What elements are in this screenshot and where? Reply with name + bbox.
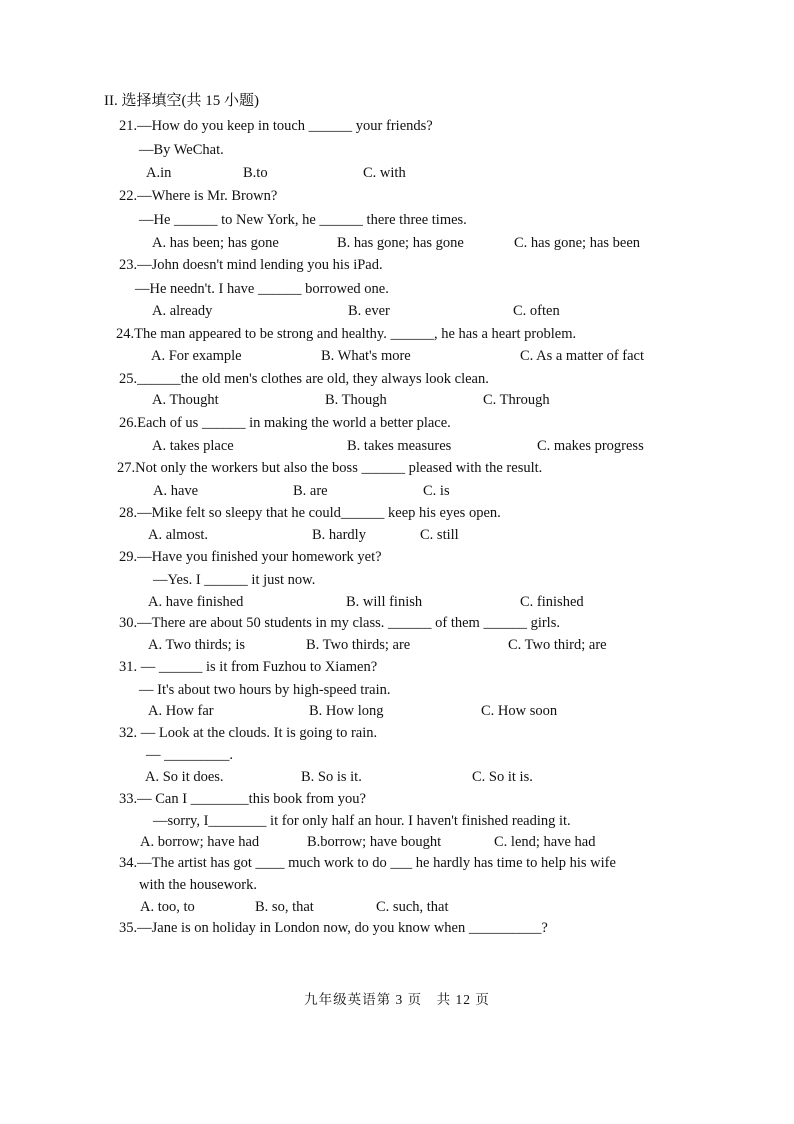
- question-28-option-b[interactable]: B. hardly: [312, 527, 366, 543]
- question-33-option-c[interactable]: C. lend; have had: [494, 834, 596, 850]
- page-footer: 九年级英语第 3 页 共 12 页: [304, 992, 490, 1007]
- question-34-stem: 34.—The artist has got ____ much work to do ___ he hardly has time to help his wife: [119, 855, 616, 871]
- question-27-stem: 27.Not only the workers but also the boss ______ pleased with the result.: [117, 460, 543, 476]
- question-27-option-b[interactable]: B. are: [293, 483, 328, 499]
- question-30-option-b[interactable]: B. Two thirds; are: [306, 637, 411, 653]
- question-30-option-a[interactable]: A. Two thirds; is: [148, 637, 246, 653]
- question-26-option-a[interactable]: A. takes place: [152, 438, 234, 454]
- question-28-stem: 28.—Mike felt so sleepy that he could______ keep his eyes open.: [119, 505, 501, 521]
- question-30-stem: 30.—There are about 50 students in my class. ______ of them ______ girls.: [119, 615, 560, 631]
- question-21-option-c[interactable]: C. with: [363, 165, 406, 181]
- question-21-answer-line: —By WeChat.: [139, 142, 224, 158]
- question-32-option-c[interactable]: C. So it is.: [472, 769, 533, 785]
- question-23-option-c[interactable]: C. often: [513, 303, 560, 319]
- question-29-option-b[interactable]: B. will finish: [346, 594, 423, 610]
- question-31-option-a[interactable]: A. How far: [148, 703, 214, 719]
- question-24-stem: 24.The man appeared to be strong and healthy. ______, he has a heart problem.: [116, 326, 577, 342]
- question-35-stem: 35.—Jane is on holiday in London now, do you know when __________?: [119, 920, 548, 936]
- question-22-option-b[interactable]: B. has gone; has gone: [337, 235, 464, 251]
- question-23-option-a[interactable]: A. already: [152, 303, 213, 319]
- section-title: II. 选择填空(共 15 小题): [104, 93, 259, 109]
- question-29-option-c[interactable]: C. finished: [520, 594, 584, 610]
- question-22-option-a[interactable]: A. has been; has gone: [152, 235, 279, 251]
- question-31-answer-line: — It's about two hours by high-speed train.: [139, 682, 391, 698]
- question-31-option-b[interactable]: B. How long: [309, 703, 384, 719]
- question-33-option-a[interactable]: A. borrow; have had: [140, 834, 260, 850]
- question-21-option-b[interactable]: B.to: [243, 165, 268, 181]
- question-34-stem-continued: with the housework.: [139, 877, 257, 893]
- question-22-option-c[interactable]: C. has gone; has been: [514, 235, 641, 251]
- question-32-option-b[interactable]: B. So is it.: [301, 769, 362, 785]
- question-23-option-b[interactable]: B. ever: [348, 303, 390, 319]
- question-25-option-c[interactable]: C. Through: [483, 392, 550, 408]
- question-29-answer-line: —Yes. I ______ it just now.: [153, 572, 316, 588]
- question-26-stem: 26.Each of us ______ in making the world a better place.: [119, 415, 451, 431]
- question-28-option-a[interactable]: A. almost.: [148, 527, 209, 543]
- question-25-option-b[interactable]: B. Though: [325, 392, 387, 408]
- question-24-option-a[interactable]: A. For example: [151, 348, 242, 364]
- question-25-option-a[interactable]: A. Thought: [152, 392, 219, 408]
- question-25-stem: 25.______the old men's clothes are old, they always look clean.: [119, 371, 489, 387]
- question-30-option-c[interactable]: C. Two third; are: [508, 637, 607, 653]
- question-26-option-c[interactable]: C. makes progress: [537, 438, 644, 454]
- question-33-option-b[interactable]: B.borrow; have bought: [307, 834, 442, 850]
- question-33-answer-line: —sorry, I________ it for only half an hour. I haven't finished reading it.: [153, 813, 571, 829]
- question-32-option-a[interactable]: A. So it does.: [145, 769, 224, 785]
- question-34-option-a[interactable]: A. too, to: [140, 899, 195, 915]
- question-31-stem: 31. — ______ is it from Fuzhou to Xiamen?: [119, 659, 378, 675]
- question-28-option-c[interactable]: C. still: [420, 527, 459, 543]
- question-22-stem: 22.—Where is Mr. Brown?: [119, 188, 278, 204]
- question-34-option-c[interactable]: C. such, that: [376, 899, 449, 915]
- question-23-stem: 23.—John doesn't mind lending you his iPad.: [119, 257, 383, 273]
- question-24-option-c[interactable]: C. As a matter of fact: [520, 348, 645, 364]
- question-29-stem: 29.—Have you finished your homework yet?: [119, 549, 382, 565]
- question-27-option-a[interactable]: A. have: [153, 483, 199, 499]
- question-32-answer-line: — _________.: [146, 747, 233, 763]
- question-33-stem: 33.— Can I ________this book from you?: [119, 791, 366, 807]
- question-29-option-a[interactable]: A. have finished: [148, 594, 244, 610]
- question-27-option-c[interactable]: C. is: [423, 483, 450, 499]
- question-24-option-b[interactable]: B. What's more: [321, 348, 411, 364]
- question-34-option-b[interactable]: B. so, that: [255, 899, 314, 915]
- question-21-stem: 21.—How do you keep in touch ______ your friends?: [119, 118, 433, 134]
- question-26-option-b[interactable]: B. takes measures: [347, 438, 452, 454]
- question-32-stem: 32. — Look at the clouds. It is going to rain.: [119, 725, 378, 741]
- question-23-answer-line: —He needn't. I have ______ borrowed one.: [135, 281, 389, 297]
- question-21-option-a[interactable]: A.in: [146, 165, 172, 181]
- question-31-option-c[interactable]: C. How soon: [481, 703, 558, 719]
- question-22-answer-line: —He ______ to New York, he ______ there three times.: [139, 212, 467, 228]
